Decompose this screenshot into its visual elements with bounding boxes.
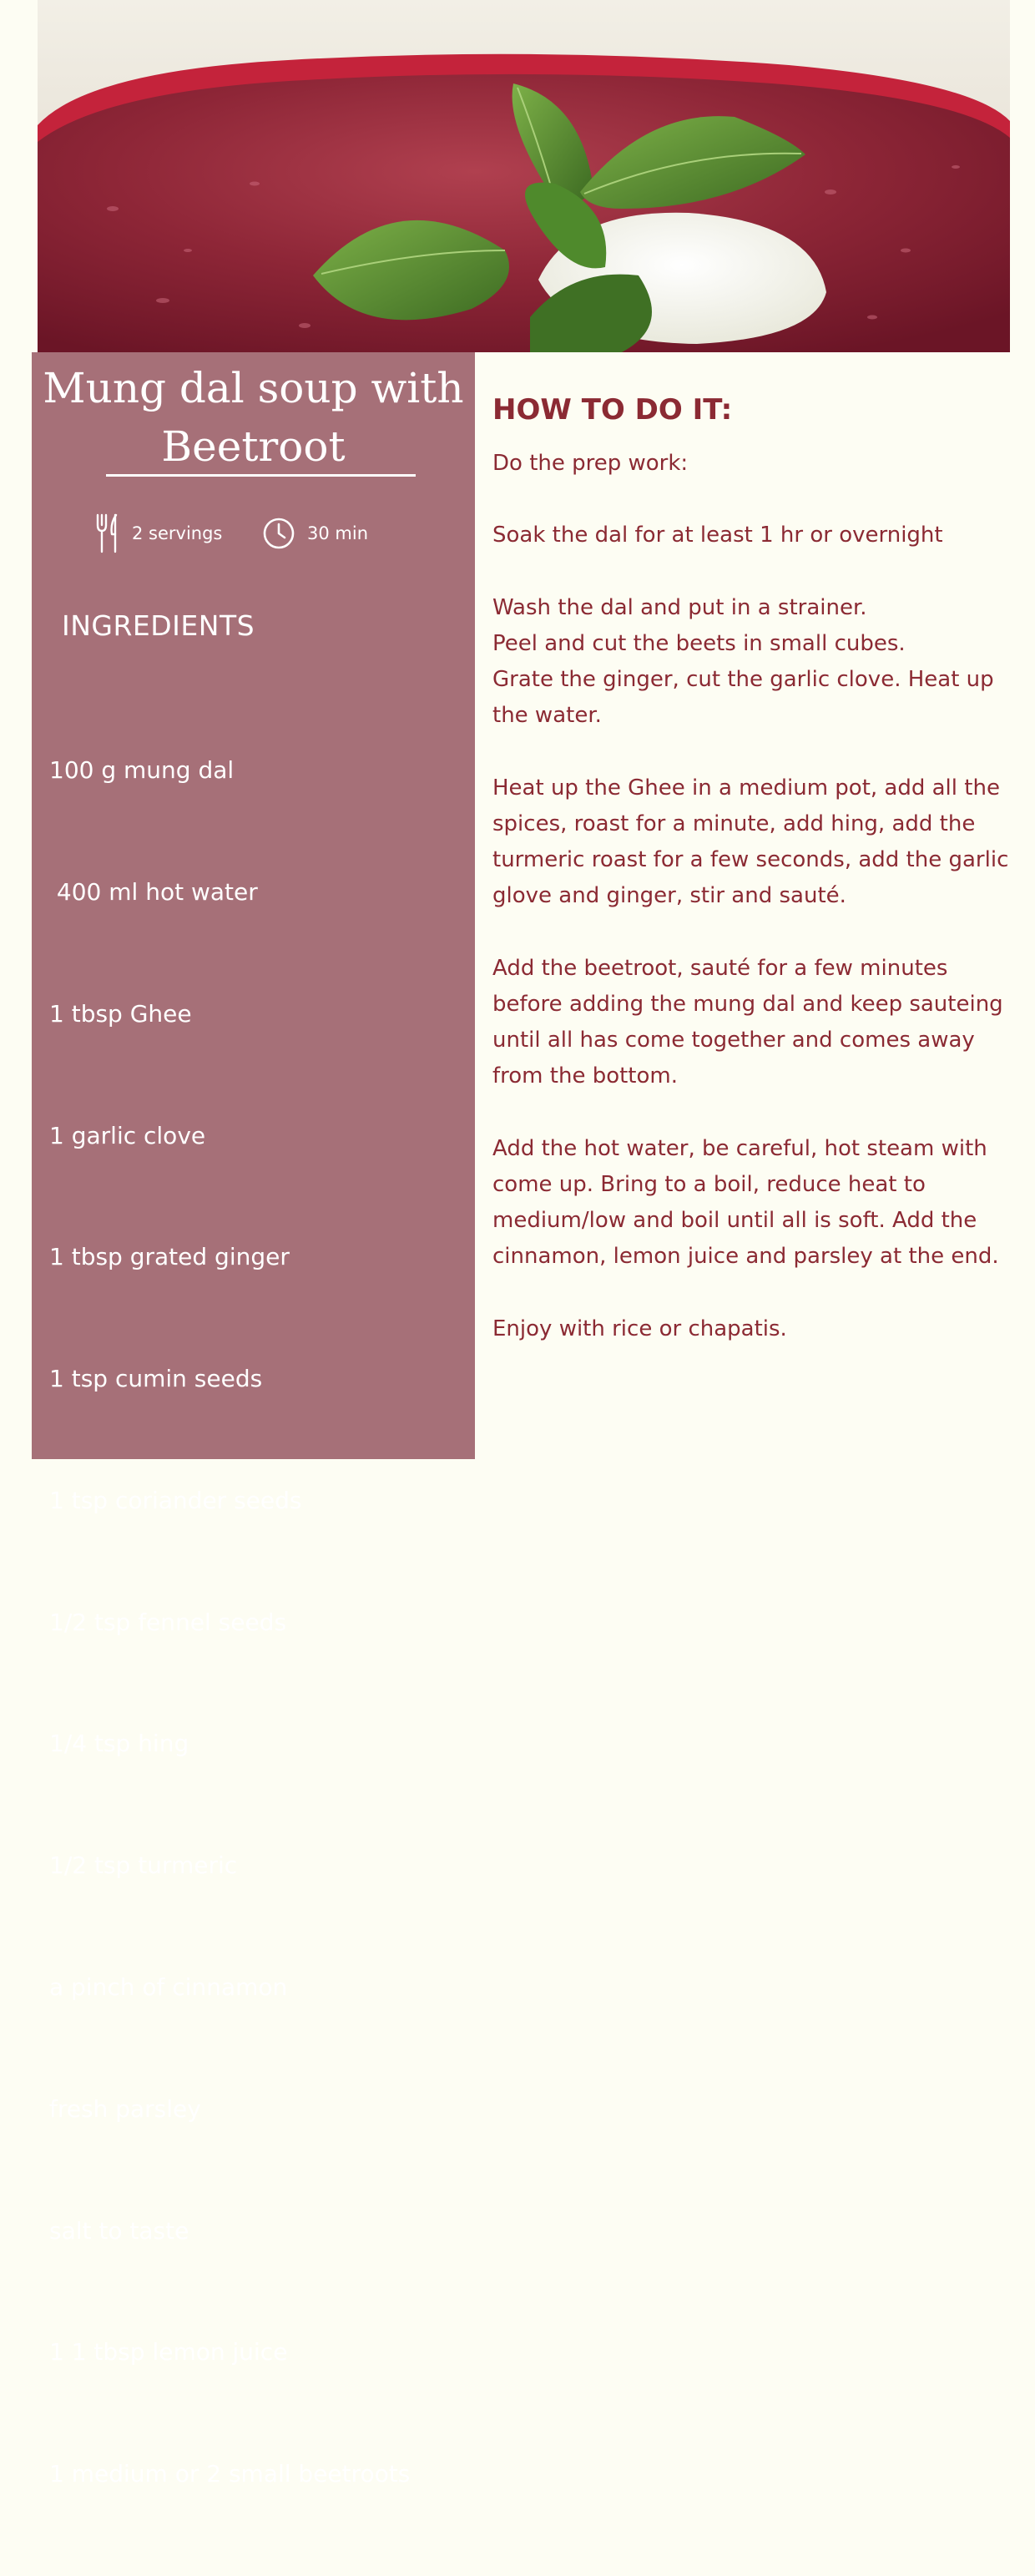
ingredient-item: 400 ml hot water (49, 877, 258, 906)
servings-info (95, 513, 222, 554)
paragraph-spacer (492, 1095, 1010, 1131)
instruction-paragraph: Heat up the Ghee in a medium pot, add all the spices, roast for a minute, add hing, add the turmeric roast for a few seconds, add the garlic glove and ginger, stir and sauté. (492, 775, 1016, 909)
instruction-paragraph: Add the beetroot, sauté for a few minutes before adding the mung dal and keep sauteing until all has come together and comes away from the bottom. (492, 955, 1010, 1089)
paragraph-spacer (492, 735, 1010, 770)
instruction-paragraph: Add the hot water, be careful, hot steam with come up. Bring to a boil, reduce heat to medium/low and boil until all is soft. Add the cinnamon, lemon juice and parsley at the end. (492, 1135, 999, 1270)
time-label: 30 min (307, 523, 368, 543)
ingredients-heading: INGREDIENTS (62, 609, 255, 642)
instruction-paragraph: Do the prep work: (492, 451, 689, 476)
paragraph-spacer (492, 1275, 1010, 1311)
recipe-title: Mung dal soup with Beetroot (43, 364, 464, 471)
ingredient-item: 1/2 tsp fennel seeds (49, 1608, 287, 1636)
instructions-section (492, 388, 1016, 1347)
ingredient-item: 1/4 tsp hing (49, 1730, 189, 1758)
soup-photo (38, 0, 1010, 352)
paragraph-spacer (492, 554, 1010, 590)
ingredients-list (49, 669, 410, 2576)
ingredient-item: 100 g mung dal (49, 756, 235, 785)
recipe-sidebar (32, 352, 475, 2488)
ingredient-item: 1 tbsp grated ginger (49, 1243, 290, 1271)
ingredient-item: 1 1 tbsp lemon juice (49, 2338, 288, 2366)
ingredient-item: 1/2 tsp turmeric (49, 1851, 238, 1880)
title-divider (106, 474, 416, 477)
ingredient-item: 1 medium or 2 small beetroots (49, 2460, 411, 2488)
instruction-paragraph: Wash the dal and put in a strainer. Peel and cut the beets in small cubes. Grate the ginger, cut the garlic clove. Heat up the water. (492, 594, 994, 729)
instruction-paragraph: Soak the dal for at least 1 hr or overnight (492, 523, 943, 548)
clock-icon (262, 517, 295, 550)
instructions-heading: HOW TO DO IT: (492, 393, 733, 427)
ingredient-item: fresh parsley (49, 2094, 201, 2123)
ingredient-item: 1 tsp cumin seeds (49, 1365, 263, 1393)
servings-label: 2 servings (132, 523, 223, 543)
hero-photo (38, 0, 1010, 352)
instruction-steps (492, 446, 1016, 1347)
fork-knife-icon (95, 513, 120, 553)
ingredient-item: 1 tsp coriander seeds (49, 1486, 302, 1514)
time-info (262, 513, 368, 554)
ingredient-item: a pinch of cinnamon (49, 1973, 288, 2001)
ingredient-item: 1 tbsp Ghee (49, 999, 192, 1028)
instruction-paragraph: Enjoy with rice or chapatis. (492, 1316, 787, 1341)
paragraph-spacer (492, 915, 1010, 951)
paragraph-spacer (492, 482, 1010, 518)
ingredient-item: 1 garlic clove (49, 1121, 206, 1149)
ingredient-item: salt to taste (49, 2216, 189, 2245)
